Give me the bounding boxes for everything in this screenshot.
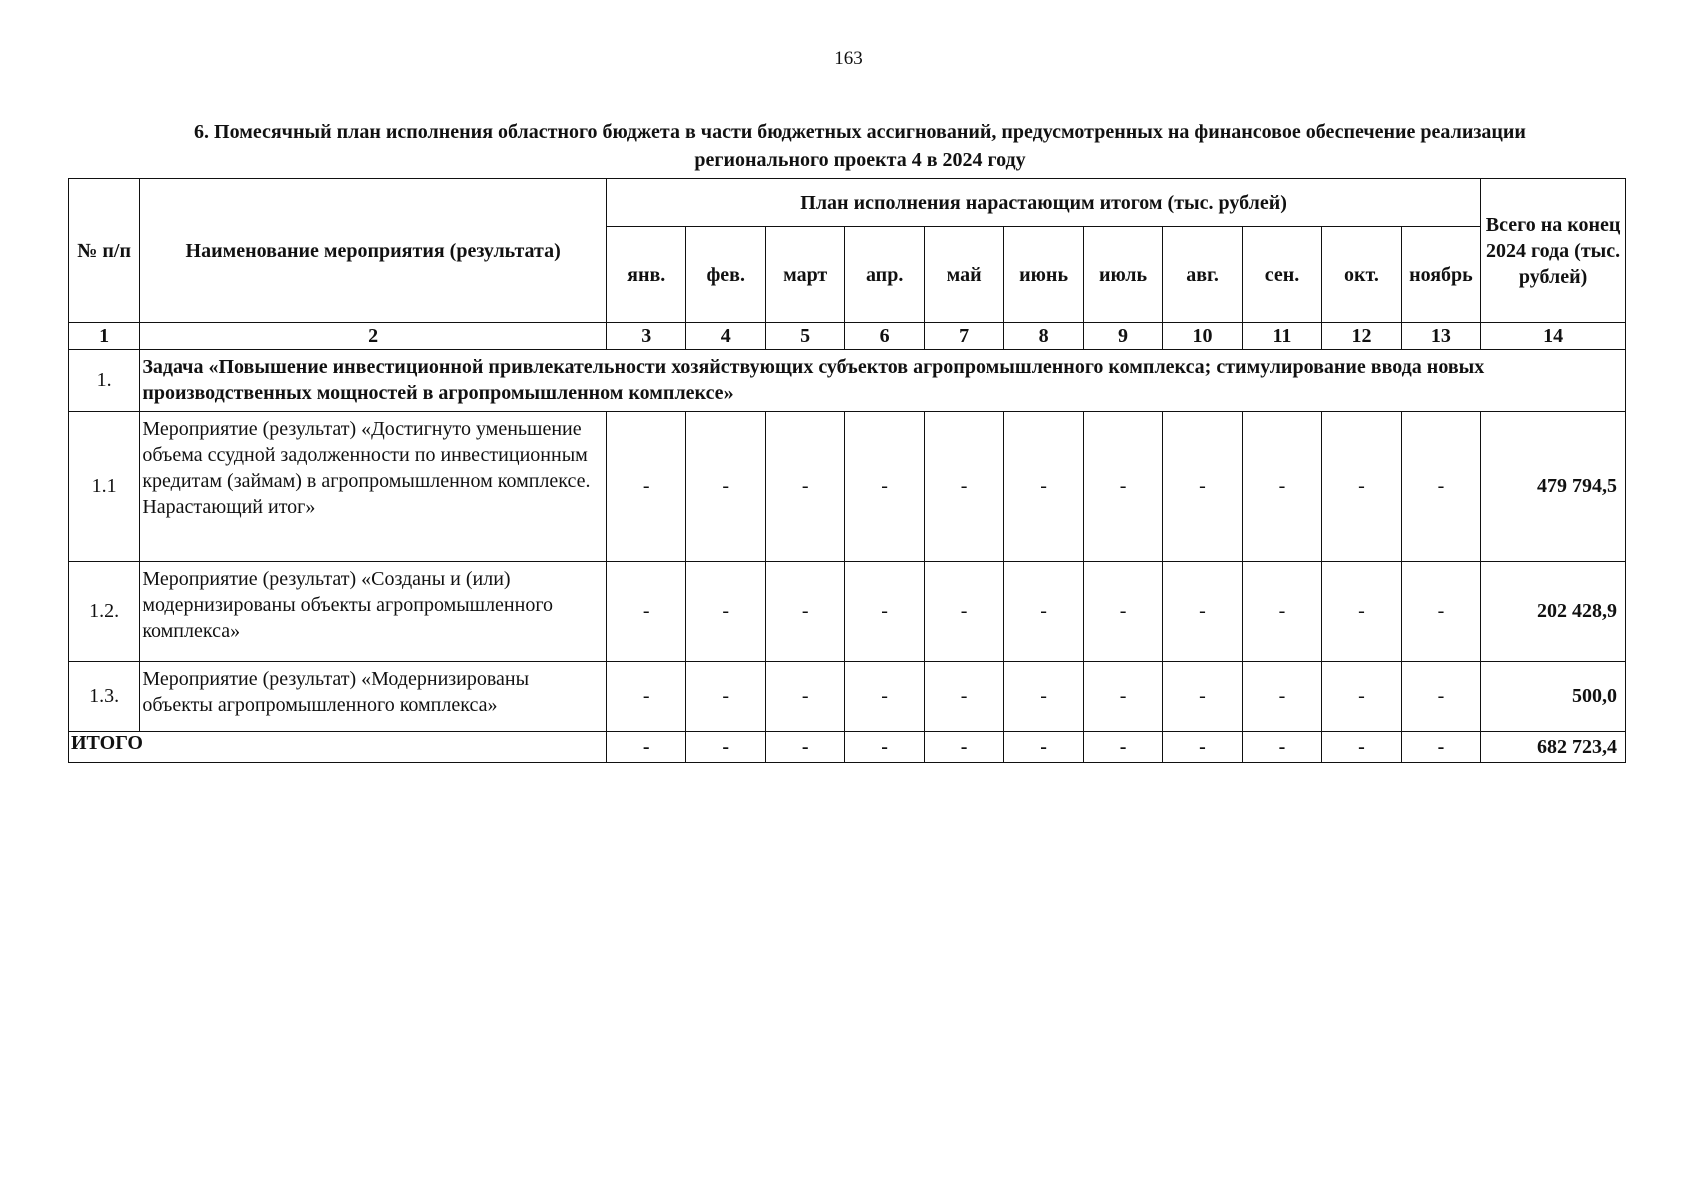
header-month: март (765, 227, 844, 323)
column-number: 9 (1083, 323, 1162, 350)
month-value: - (1322, 412, 1401, 562)
header-month: май (924, 227, 1003, 323)
itogo-month-value: - (1163, 732, 1242, 763)
row-index: 1.2. (69, 562, 140, 662)
column-number: 13 (1401, 323, 1480, 350)
header-month: июль (1083, 227, 1162, 323)
month-value: - (1322, 562, 1401, 662)
column-number: 5 (765, 323, 844, 350)
itogo-month-value: - (924, 732, 1003, 763)
header-month: фев. (686, 227, 765, 323)
task-row (69, 350, 1626, 412)
column-number: 4 (686, 323, 765, 350)
row-total: 500,0 (1481, 662, 1626, 732)
month-value: - (1401, 412, 1480, 562)
itogo-month-value: - (1083, 732, 1162, 763)
table-row (69, 562, 1626, 662)
row-index: 1.3. (69, 662, 140, 732)
header-name: Наименование мероприятия (результата) (140, 179, 607, 323)
itogo-month-value: - (686, 732, 765, 763)
column-number: 12 (1322, 323, 1401, 350)
column-number: 2 (140, 323, 607, 350)
itogo-month-value: - (1322, 732, 1401, 763)
header-plan: План исполнения нарастающим итогом (тыс. рублей) (607, 179, 1481, 227)
header-month: сен. (1242, 227, 1321, 323)
header-month: янв. (607, 227, 686, 323)
column-number: 3 (607, 323, 686, 350)
table-row (69, 412, 1626, 562)
task-text: Задача «Повышение инвестиционной привлекательности хозяйствующих субъектов агропромышленного комплекса; стимулирование ввода новых производственных мощностей в агропромышленном комплексе» (140, 350, 1626, 412)
row-total: 202 428,9 (1481, 562, 1626, 662)
month-value: - (1322, 662, 1401, 732)
month-value: - (607, 662, 686, 732)
column-number: 6 (845, 323, 924, 350)
row-name: Мероприятие (результат) «Созданы и (или) модернизированы объекты агропромышленного комплекса» (140, 562, 607, 662)
month-value: - (607, 562, 686, 662)
header-month: июнь (1004, 227, 1083, 323)
month-value: - (1401, 562, 1480, 662)
month-value: - (1163, 412, 1242, 562)
title-line-2: регионального проекта 4 в 2024 году (694, 149, 1026, 171)
header-total: Всего на конец 2024 года (тыс. рублей) (1481, 179, 1626, 323)
itogo-total: 682 723,4 (1481, 732, 1626, 763)
month-value: - (924, 412, 1003, 562)
month-value: - (1242, 562, 1321, 662)
month-value: - (1004, 562, 1083, 662)
row-name: Мероприятие (результат) «Достигнуто уменьшение объема ссудной задолженности по инвестиционным кредитам (займам) в агропромышленном комплексе. Нарастающий итог» (140, 412, 607, 562)
month-value: - (765, 562, 844, 662)
itogo-month-value: - (1004, 732, 1083, 763)
table-row (69, 662, 1626, 732)
column-number: 7 (924, 323, 1003, 350)
column-number: 10 (1163, 323, 1242, 350)
month-value: - (686, 412, 765, 562)
month-value: - (1004, 662, 1083, 732)
itogo-label: ИТОГО (69, 732, 607, 763)
column-number-row (69, 323, 1626, 350)
month-value: - (686, 562, 765, 662)
page-number: 163 (834, 48, 863, 69)
month-value: - (1401, 662, 1480, 732)
month-value: - (1163, 662, 1242, 732)
month-value: - (924, 562, 1003, 662)
month-value: - (1083, 562, 1162, 662)
header-month: ноябрь (1401, 227, 1480, 323)
month-value: - (1083, 412, 1162, 562)
title-line-1: 6. Помесячный план исполнения областного бюджета в части бюджетных ассигнований, предусмотренных на финансовое обеспечение реализации (194, 121, 1526, 143)
header-month: апр. (845, 227, 924, 323)
itogo-row (69, 732, 1626, 763)
header-month: авг. (1163, 227, 1242, 323)
header-month: окт. (1322, 227, 1401, 323)
document-title (110, 118, 1610, 174)
month-value: - (1004, 412, 1083, 562)
month-value: - (686, 662, 765, 732)
month-value: - (1242, 412, 1321, 562)
itogo-month-value: - (765, 732, 844, 763)
itogo-month-value: - (607, 732, 686, 763)
row-name: Мероприятие (результат) «Модернизированы объекты агропромышленного комплекса» (140, 662, 607, 732)
column-number: 11 (1242, 323, 1321, 350)
itogo-month-value: - (1242, 732, 1321, 763)
row-total: 479 794,5 (1481, 412, 1626, 562)
itogo-month-value: - (1401, 732, 1480, 763)
month-value: - (845, 562, 924, 662)
row-index: 1.1 (69, 412, 140, 562)
column-number: 14 (1481, 323, 1626, 350)
month-value: - (765, 662, 844, 732)
month-value: - (1083, 662, 1162, 732)
month-value: - (1163, 562, 1242, 662)
month-value: - (924, 662, 1003, 732)
task-index: 1. (69, 350, 140, 412)
month-value: - (1242, 662, 1321, 732)
itogo-month-value: - (845, 732, 924, 763)
month-value: - (845, 412, 924, 562)
column-number: 1 (69, 323, 140, 350)
month-value: - (845, 662, 924, 732)
month-value: - (607, 412, 686, 562)
header-number: № п/п (69, 179, 140, 323)
budget-plan-table (68, 178, 1626, 763)
month-value: - (765, 412, 844, 562)
column-number: 8 (1004, 323, 1083, 350)
